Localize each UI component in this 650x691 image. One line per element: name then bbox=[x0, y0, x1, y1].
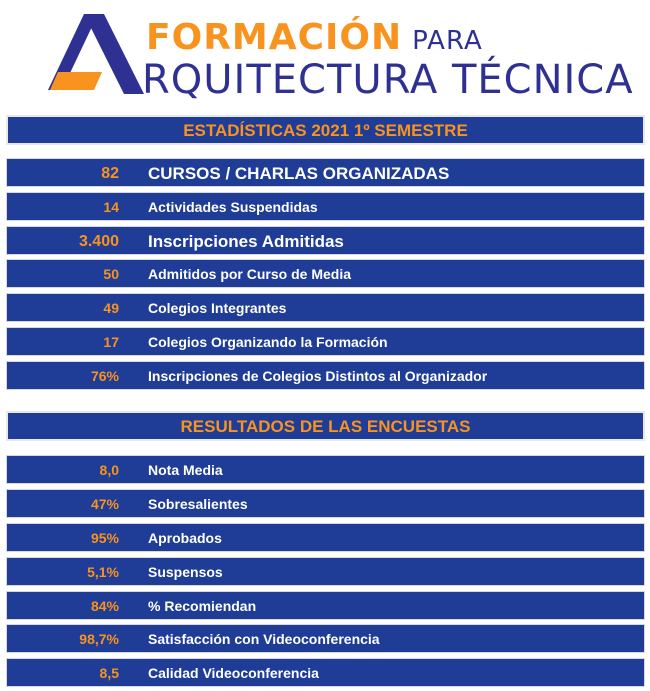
survey-label: % Recomiendan bbox=[148, 598, 257, 614]
survey-value: 8,5 bbox=[99, 665, 119, 681]
survey-row bbox=[6, 591, 645, 620]
brand-title-line1: FORMACIÓN PARA bbox=[146, 17, 483, 58]
survey-row bbox=[6, 624, 645, 653]
stat-label: CURSOS / CHARLAS ORGANIZADAS bbox=[148, 164, 450, 183]
stat-value: 50 bbox=[103, 266, 119, 282]
stat-label: Inscripciones Admitidas bbox=[148, 232, 344, 251]
survey-row bbox=[6, 557, 645, 586]
stats-row bbox=[6, 327, 645, 356]
stats-row bbox=[6, 192, 645, 221]
survey-label: Calidad Videoconferencia bbox=[148, 665, 319, 681]
survey-value: 98,7% bbox=[79, 631, 119, 647]
stats-row bbox=[6, 293, 645, 322]
survey-label: Suspensos bbox=[148, 564, 223, 580]
survey-label: Aprobados bbox=[148, 530, 222, 546]
stats-section-header: ESTADÍSTICAS 2021 1º SEMESTRE bbox=[6, 115, 645, 145]
stat-value: 17 bbox=[103, 334, 119, 350]
stats-row bbox=[6, 226, 645, 255]
logo-a-mark-icon bbox=[48, 14, 144, 94]
survey-value: 84% bbox=[90, 598, 119, 614]
survey-label: Nota Media bbox=[148, 462, 223, 478]
survey-label: Sobresalientes bbox=[148, 496, 248, 512]
stats-row bbox=[6, 361, 645, 390]
survey-value: 95% bbox=[90, 530, 119, 546]
stat-value: 49 bbox=[103, 300, 119, 316]
survey-row bbox=[6, 455, 645, 484]
stat-value: 3.400 bbox=[78, 233, 119, 250]
stat-label: Colegios Organizando la Formación bbox=[148, 334, 388, 350]
stat-value: 76% bbox=[90, 368, 119, 384]
stat-label: Admitidos por Curso de Media bbox=[148, 266, 352, 282]
stat-label: Inscripciones de Colegios Distintos al Organizador bbox=[148, 368, 488, 384]
stats-row bbox=[6, 259, 645, 288]
survey-row bbox=[6, 489, 645, 518]
logo bbox=[0, 0, 650, 112]
stat-label: Actividades Suspendidas bbox=[148, 199, 318, 215]
survey-section-header: RESULTADOS DE LAS ENCUESTAS bbox=[6, 411, 645, 441]
survey-value: 8,0 bbox=[99, 462, 119, 478]
stat-value: 82 bbox=[101, 165, 119, 182]
survey-value: 47% bbox=[90, 496, 119, 512]
brand-para: PARA bbox=[412, 26, 483, 56]
stat-value: 14 bbox=[103, 199, 119, 215]
survey-label: Satisfacción con Videoconferencia bbox=[148, 631, 380, 647]
brand-title-line2: RQUITECTURA TÉCNICA bbox=[142, 57, 634, 103]
survey-value: 5,1% bbox=[87, 564, 119, 580]
stats-row bbox=[6, 158, 645, 187]
survey-row bbox=[6, 523, 645, 552]
survey-row bbox=[6, 658, 645, 687]
stat-label: Colegios Integrantes bbox=[148, 300, 287, 316]
